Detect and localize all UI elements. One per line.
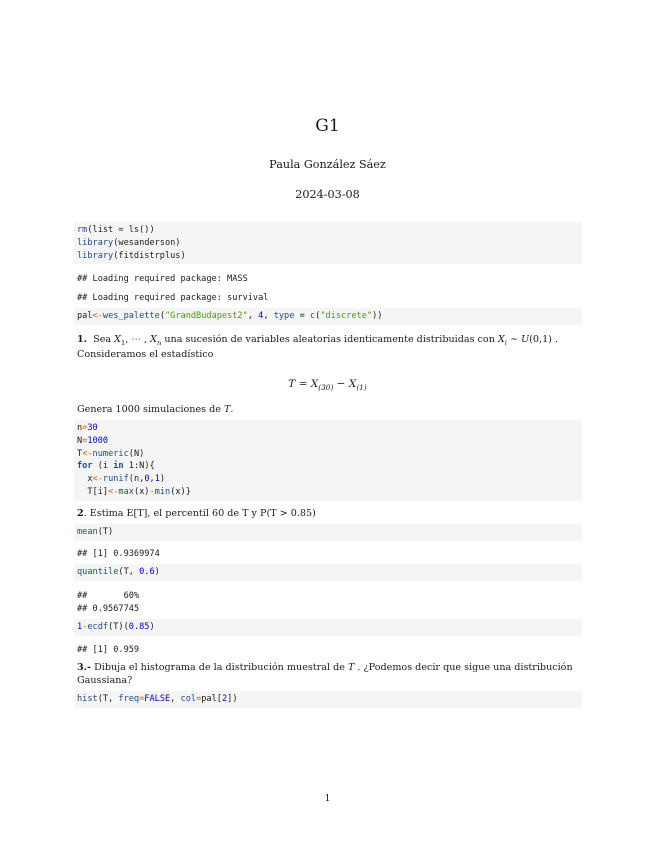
code-block-mean: mean(T) xyxy=(74,524,582,541)
question-3: 3.- Dibuja el histograma de la distribución muestral de T . ¿Podemos decir que sigue una distribución Gaussiana? xyxy=(77,662,573,686)
page-number: 1 xyxy=(324,793,331,804)
equation-T: $T = X_{(30)} - X_{(1)}$ xyxy=(288,378,367,393)
code-block-palette: pal<-wes_palette("GrandBudapest2", 4, type = c("discrete")) xyxy=(74,308,582,325)
output-quantile-header: ## 60% xyxy=(77,591,140,601)
document-author: Paula González Sáez xyxy=(269,158,386,171)
question-1: 1. Sea $X_1$, ⋯ , $X_n$ una sucesión de variables aleatorias identicamente distribuidas con $X_i$ ∼ U(0,1) . Consideramos el estadístico xyxy=(77,334,559,361)
output-mass: ## Loading required package: MASS xyxy=(77,274,248,284)
code-block-hist: hist(T, freq=FALSE, col=pal[2]) xyxy=(74,691,582,708)
code-block-ecdf: 1-ecdf(T)(0.85) xyxy=(74,619,582,636)
document-date: 2024-03-08 xyxy=(295,188,360,201)
code-block-quantile: quantile(T, 0.6) xyxy=(74,564,582,581)
instruction-simulations: Genera 1000 simulaciones de T. xyxy=(77,404,234,415)
code-block-simulation: n=30 N=1000 T<-numeric(N) for (i in 1:N){ x<-runif(n,0,1) T[i]<-max(x)-min(x)} xyxy=(74,420,582,501)
output-survival: ## Loading required package: survival xyxy=(77,293,269,303)
output-quantile-value: ## 0.9567745 xyxy=(77,604,140,614)
output-mean: ## [1] 0.9369974 xyxy=(77,549,160,559)
code-block-setup: rm(list = ls()) library(wesanderson) library(fitdistrplus) xyxy=(74,222,582,264)
document-title: G1 xyxy=(315,116,340,136)
question-2: 2. Estima E[T], el percentil 60 de T y P(T > 0.85) xyxy=(77,508,316,519)
output-ecdf: ## [1] 0.959 xyxy=(77,645,140,655)
